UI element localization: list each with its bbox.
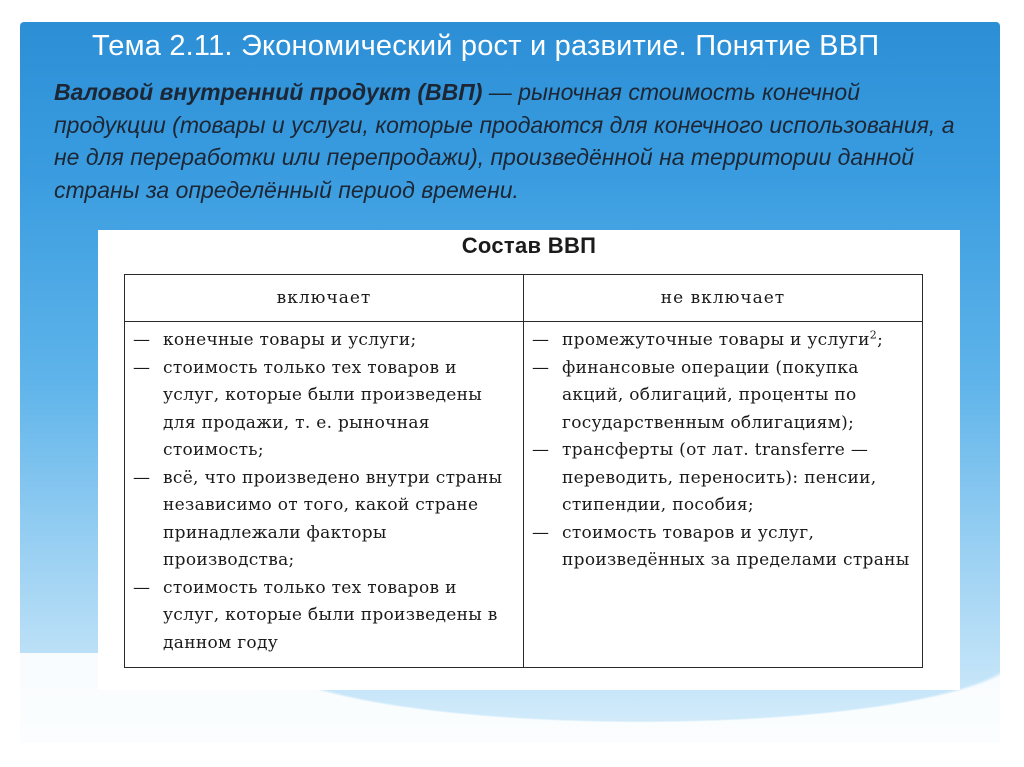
excludes-cell — [524, 322, 923, 668]
table-header-row — [125, 275, 923, 322]
list-item — [532, 327, 916, 355]
list-item: — стоимость только тех товаров и услуг, которые были произведены в данном году — [133, 575, 517, 658]
excludes-list — [532, 327, 916, 575]
footnote-marker: 2 — [869, 328, 878, 342]
definition-text: — рыночная стоимость конечной продукции (товары и услуги, которые продаются для конечного использования, а не для переработки или перепродажи), произведённой на территории данной страны за определённый период времени. — [54, 79, 955, 203]
definition-paragraph — [54, 76, 974, 206]
list-item: — трансферты (от лат. transferre — переводить, переносить): пенсии, стипендии, пособия; — [532, 437, 916, 520]
list-item: — конечные товары и услуги; — [133, 327, 517, 355]
list-item: — стоимость товаров и услуг, произведённых за пределами страны — [532, 520, 916, 575]
gdp-composition-table — [124, 274, 923, 668]
slide — [20, 22, 1000, 743]
list-item: — финансовые операции (покупка акций, облигаций, проценты по государственным облигациям); — [532, 355, 916, 438]
gdp-composition-panel — [98, 230, 960, 690]
column-header-includes: включает — [125, 275, 524, 322]
list-item-suffix: ; — [877, 330, 884, 350]
slide-title: Тема 2.11. Экономический рост и развитие. Понятие ВВП — [92, 30, 880, 62]
includes-list — [133, 327, 517, 657]
table-row — [125, 322, 923, 668]
definition-term: Валовой внутренний продукт (ВВП) — [54, 79, 483, 105]
list-item-text: промежуточные товары и услуги — [562, 330, 870, 350]
table-title: Состав ВВП — [461, 233, 597, 258]
list-item: — стоимость только тех товаров и услуг, которые были произведены для продажи, т. е. рыночная стоимость; — [133, 355, 517, 465]
includes-cell — [125, 322, 524, 668]
list-item: — всё, что произведено внутри страны независимо от того, какой стране принадлежали факторы производства; — [133, 465, 517, 575]
column-header-excludes: не включает — [524, 275, 923, 322]
